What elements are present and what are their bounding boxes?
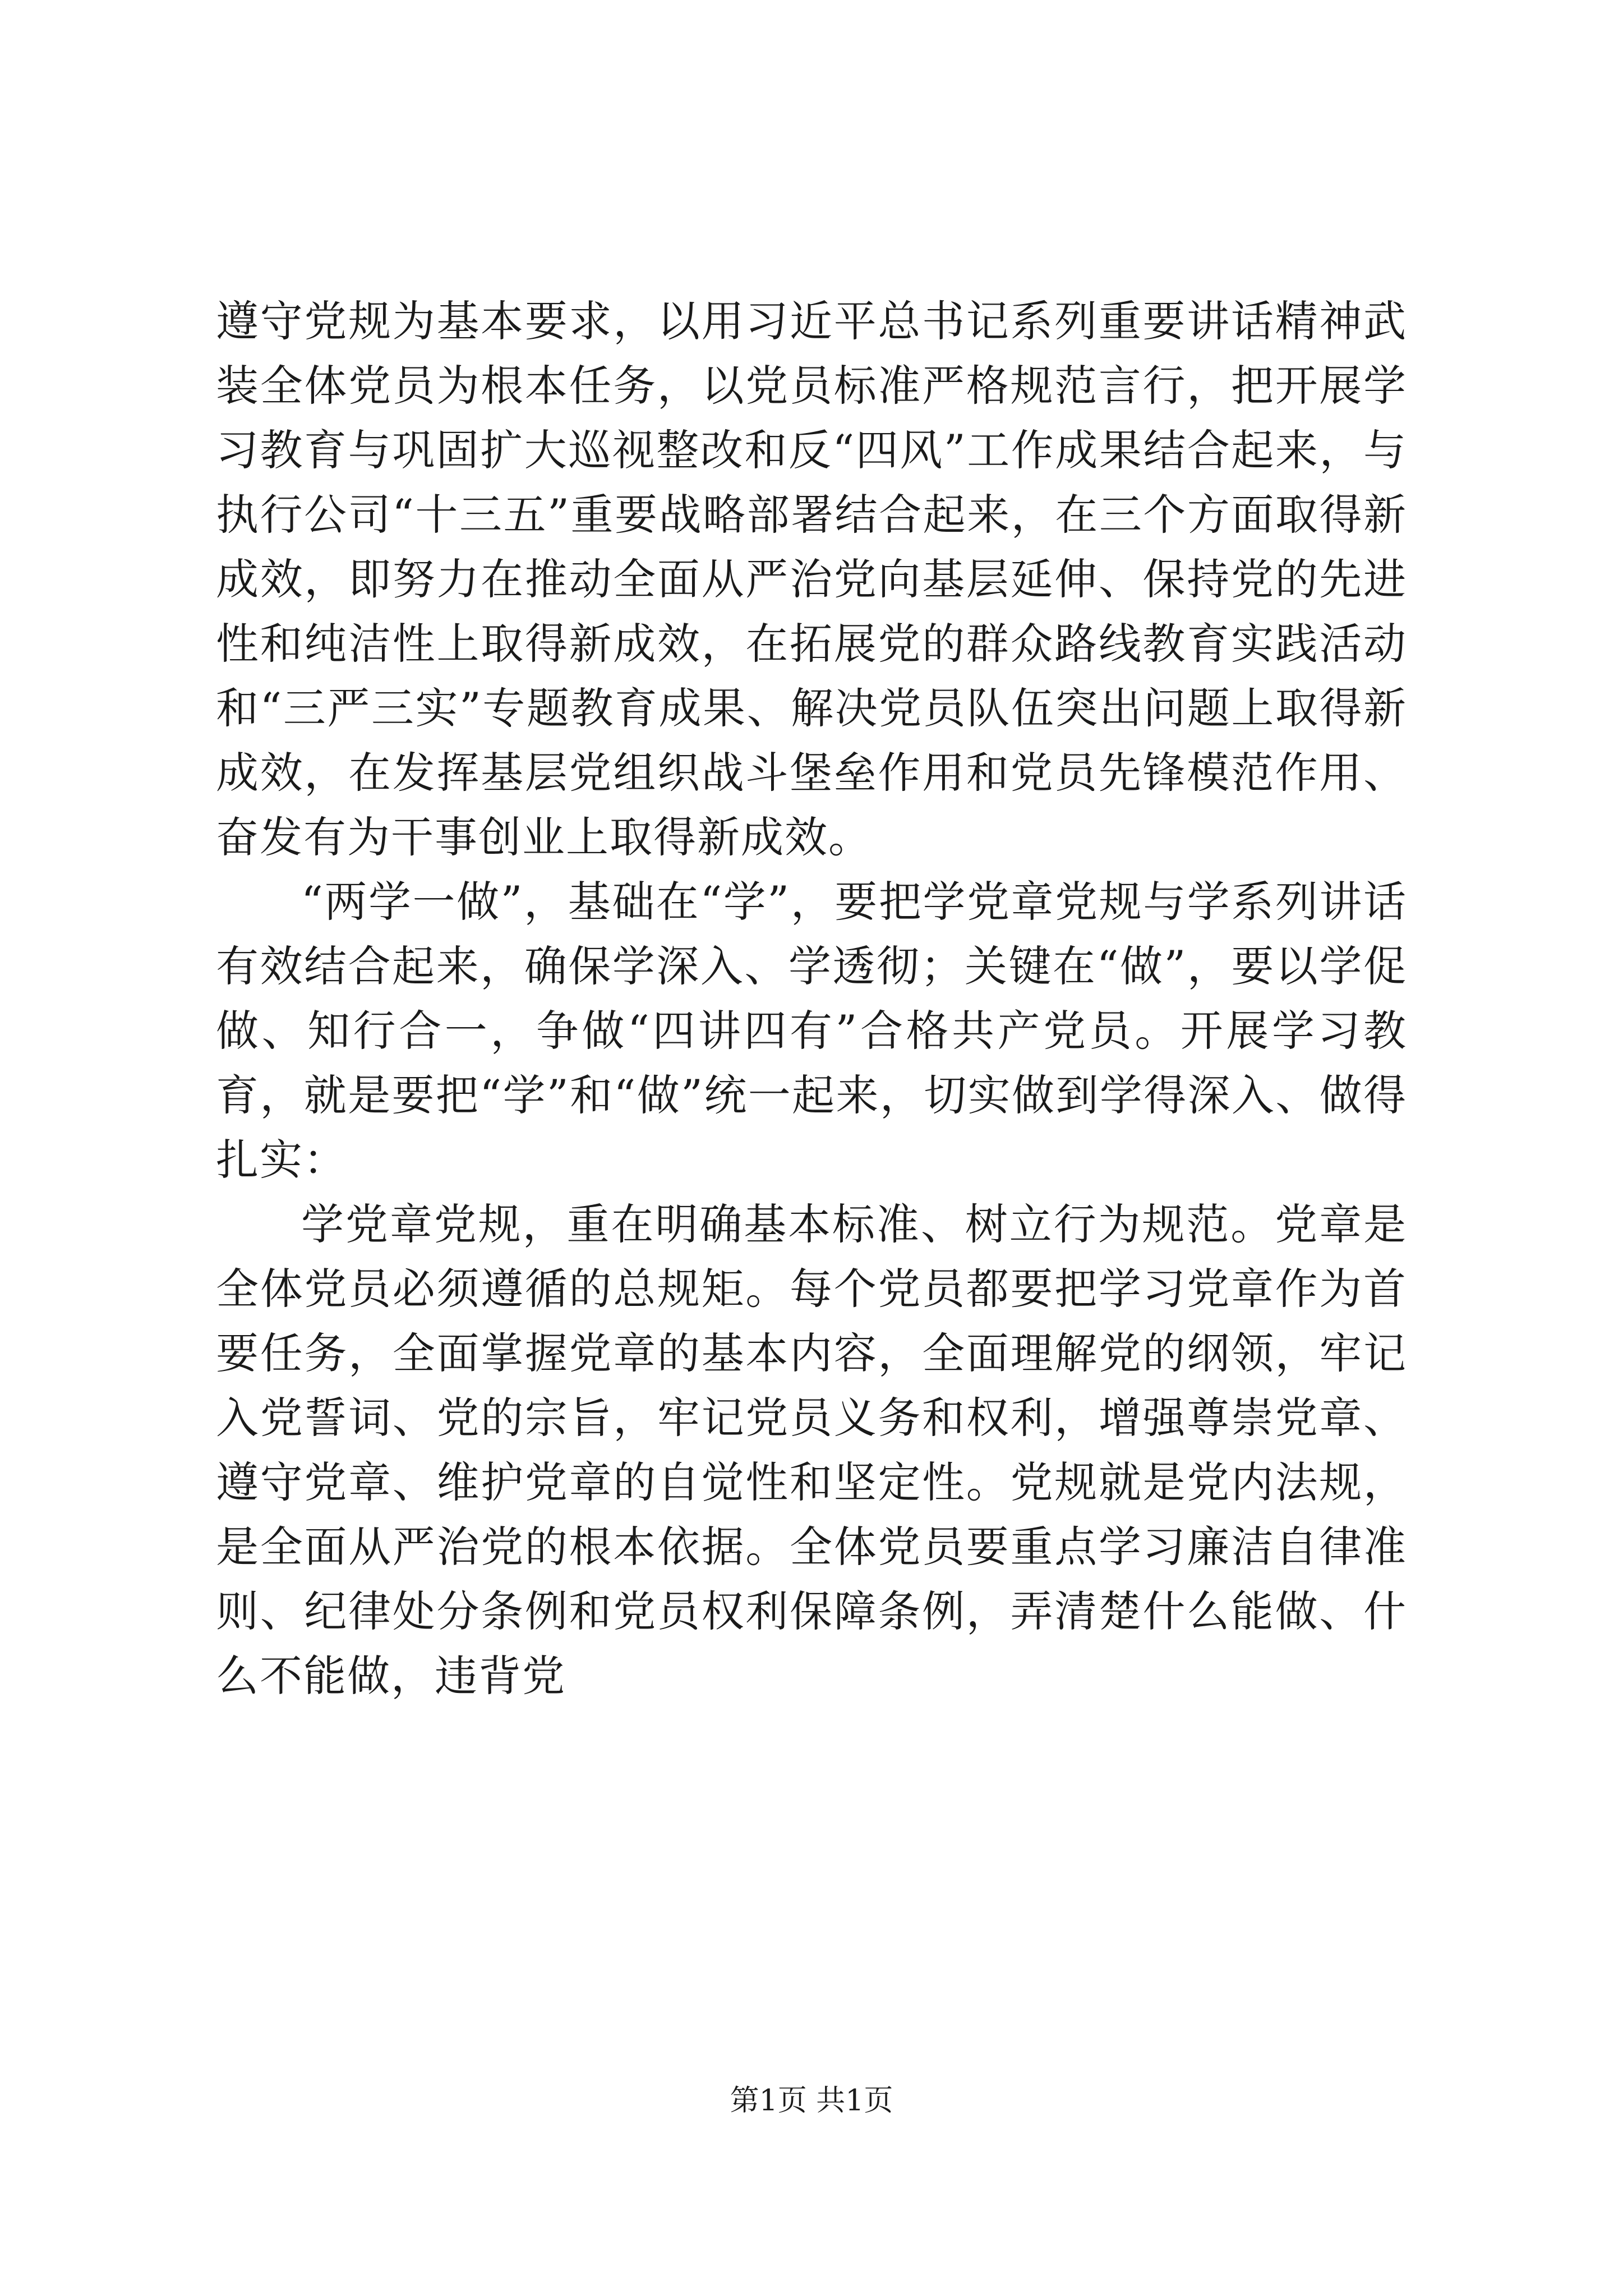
document-body — [216, 289, 1407, 1708]
paragraph-1: 遵守党规为基本要求，以用习近平总书记系列重要讲话精神武装全体党员为根本任务，以党员标准严格规范言行，把开展学习教育与巩固扩大巡视整改和反“四风”工作成果结合起来，与执行公司“十三五”重要战略部署结合起来，在三个方面取得新成效，即努力在推动全面从严治党向基层延伸、保持党的先进性和纯洁性上取得新成效，在拓展党的群众路线教育实践活动和“三严三实”专题教育成果、解决党员队伍突出问题上取得新成效，在发挥基层党组织战斗堡垒作用和党员先锋模范作用、奋发有为干事创业上取得新成效。 — [216, 296, 1407, 862]
paragraph-2: “两学一做”，基础在“学”，要把学党章党规与学系列讲话有效结合起来，确保学深入、学透彻；关键在“做”，要以学促做、知行合一，争做“四讲四有”合格共产党员。开展学习教育，就是要把“学”和“做”统一起来，切实做到学得深入、做得扎实： — [216, 877, 1407, 1185]
paragraph-3: 学党章党规，重在明确基本标准、树立行为规范。党章是全体党员必须遵循的总规矩。每个党员都要把学习党章作为首要任务，全面掌握党章的基本内容，全面理解党的纲领，牢记入党誓词、党的宗旨，牢记党员义务和权利，增强尊崇党章、遵守党章、维护党章的自觉性和坚定性。党规就是党内法规，是全面从严治党的根本依据。全体党员要重点学习廉洁自律准则、纪律处分条例和党员权利保障条例，弄清楚什么能做、什么不能做，违背党 — [216, 1199, 1407, 1701]
page-footer: 第1页 共1页 — [730, 2084, 893, 2118]
